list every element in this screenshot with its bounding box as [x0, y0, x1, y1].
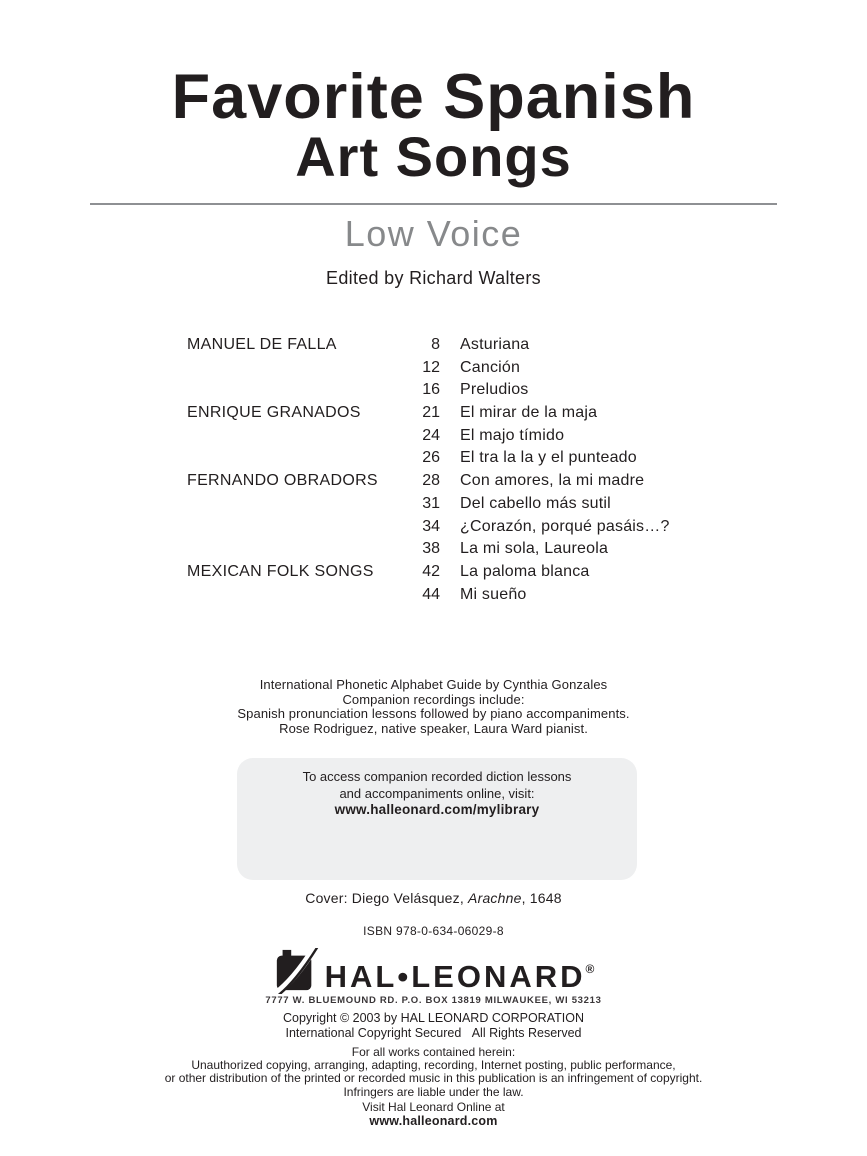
toc-composer: MEXICAN FOLK SONGS [187, 562, 374, 580]
book-title-line1: Favorite Spanish [171, 62, 696, 132]
toc-song-title: El majo tímido [460, 426, 565, 444]
credits-line: Companion recordings include: [342, 691, 525, 707]
credits-block [0, 678, 867, 737]
hal-leonard-logo [0, 948, 867, 994]
toc-song-title: ¿Corazón, porqué pasáis…? [460, 517, 670, 535]
credits-line: Rose Rodriguez, native speaker, Laura Ward pianist. [279, 721, 588, 737]
toc-row [187, 449, 707, 472]
copyright-line-2: International Copyright Secured All Rights Reserved [285, 1026, 582, 1040]
legal-line: or other distribution of the printed or recorded music in this publication is an infringement of copyright. [164, 1071, 703, 1086]
toc-song-title: El tra la la y el punteado [460, 449, 637, 467]
toc-row [187, 563, 707, 586]
isbn: ISBN 978-0-634-06029-8 [363, 924, 504, 938]
toc-row [187, 404, 707, 427]
toc-page-number: 31 [422, 494, 440, 512]
toc-page-number: 16 [422, 381, 440, 399]
toc-song-title: Con amores, la mi madre [460, 472, 645, 490]
toc-row [187, 495, 707, 518]
toc-composer: ENRIQUE GRANADOS [187, 404, 361, 422]
toc-row [187, 427, 707, 450]
mylibrary-url: www.halleonard.com/mylibrary [334, 802, 540, 817]
legal-line: Unauthorized copying, arranging, adapting, recording, Internet posting, public performance, [191, 1058, 676, 1073]
copyright-block [0, 1011, 867, 1041]
cover-credit-artwork-title: Arachne [468, 890, 522, 906]
toc-page-number: 24 [422, 426, 440, 444]
book-title-line2: Art Songs [295, 125, 572, 188]
legal-line: Infringers are liable under the law. [343, 1084, 524, 1099]
toc-song-title: La mi sola, Laureola [460, 540, 609, 558]
toc-composer: MANUEL DE FALLA [187, 336, 337, 353]
access-line-1: To access companion recorded diction lessons [302, 769, 572, 784]
toc-page-number: 44 [422, 585, 440, 603]
toc-row [187, 518, 707, 541]
divider-rule [90, 203, 777, 205]
toc-page-number: 42 [422, 562, 440, 580]
cover-credit-prefix: Cover: Diego Velásquez, [305, 890, 469, 906]
access-line-2: and accompaniments online, visit: [339, 785, 535, 801]
halleonard-url: www.halleonard.com [369, 1114, 498, 1128]
toc-song-title: Mi sueño [460, 585, 527, 603]
toc-page-number: 26 [422, 449, 440, 467]
cover-credit-suffix: , 1648 [521, 890, 562, 906]
toc [187, 336, 707, 608]
toc-row [187, 336, 707, 359]
toc-song-title: Asturiana [460, 336, 530, 353]
toc-row [187, 359, 707, 382]
toc-page-number: 21 [422, 404, 440, 422]
editor-credit: Edited by Richard Walters [326, 268, 541, 288]
companion-access-box [237, 758, 637, 880]
toc-row [187, 540, 707, 563]
legal-notice [0, 1046, 867, 1099]
legal-line: For all works contained herein: [351, 1045, 516, 1059]
toc-song-title: Preludios [460, 381, 529, 399]
toc-song-title: Del cabello más sutil [460, 494, 611, 512]
toc-page-number: 34 [422, 517, 440, 535]
hal-leonard-wordmark [325, 961, 595, 994]
hal-leonard-logo-icon [273, 948, 319, 994]
toc-song-title: El mirar de la maja [460, 404, 598, 422]
voice-subtitle: Low Voice [344, 213, 523, 254]
credits-line: International Phonetic Alphabet Guide by Cynthia Gonzales [259, 677, 608, 692]
toc-row [187, 381, 707, 404]
copyright-line-1: Copyright © 2003 by HAL LEONARD CORPORATION [283, 1011, 584, 1025]
toc-row [187, 472, 707, 495]
toc-composer: FERNANDO OBRADORS [187, 472, 378, 490]
toc-song-title: Canción [460, 358, 521, 376]
toc-row [187, 586, 707, 609]
wordmark-text: HAL•LEONARD [324, 959, 586, 994]
online-block [0, 1100, 867, 1128]
visit-online-label: Visit Hal Leonard Online at [362, 1100, 505, 1114]
toc-page-number: 8 [431, 336, 440, 353]
credits-line: Spanish pronunciation lessons followed by piano accompaniments. [237, 706, 630, 722]
toc-page-number: 12 [422, 358, 440, 376]
toc-page-number: 28 [422, 472, 440, 490]
cover-credit [0, 890, 867, 906]
publisher-address: 7777 W. BLUEMOUND RD. P.O. BOX 13819 MILWAUKEE, WI 53213 [265, 995, 602, 1006]
registered-mark: ® [585, 962, 595, 976]
toc-page-number: 38 [422, 540, 440, 558]
toc-song-title: La paloma blanca [460, 562, 590, 580]
